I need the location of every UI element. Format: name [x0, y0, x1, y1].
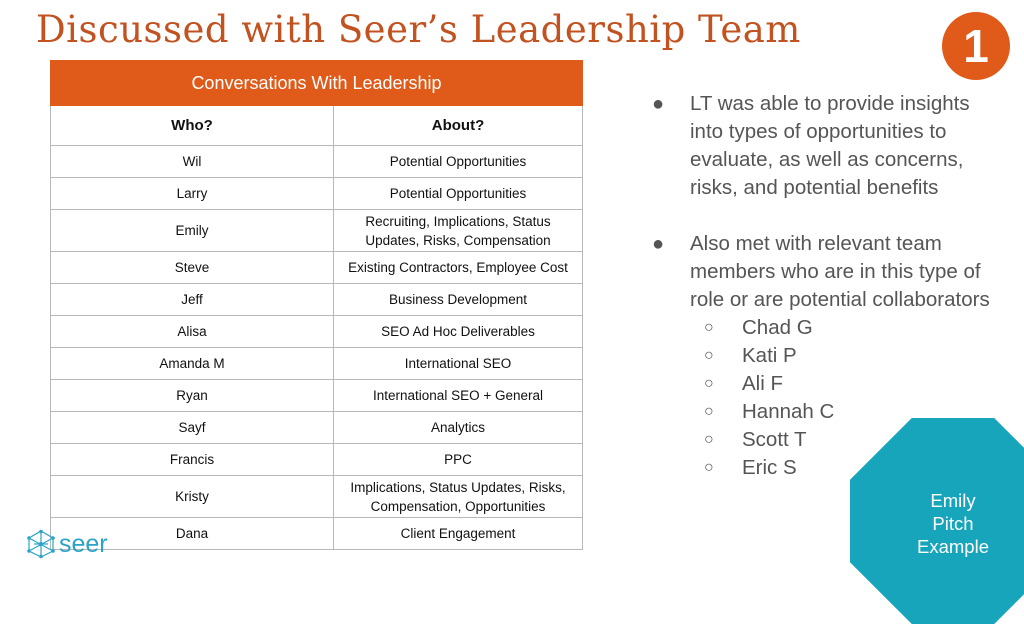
sub-bullet-item — [652, 370, 997, 398]
callout-line: Emily — [930, 490, 976, 511]
sub-bullet-text: Ali F — [742, 372, 783, 395]
who-cell: Sayf — [51, 412, 334, 444]
hollow-circle-icon: ○ — [704, 347, 714, 364]
about-cell: Potential Opportunities — [334, 146, 583, 178]
who-cell: Larry — [51, 178, 334, 210]
seer-logo — [26, 529, 108, 559]
who-cell: Amanda M — [51, 348, 334, 380]
hollow-circle-icon: ○ — [704, 431, 714, 448]
column-header-who: Who? — [51, 106, 334, 146]
who-cell: Dana — [51, 518, 334, 550]
leadership-table — [50, 60, 583, 550]
sub-bullet-text: Hannah C — [742, 400, 835, 423]
hollow-circle-icon: ○ — [704, 375, 714, 392]
table-row — [51, 518, 583, 550]
about-cell: International SEO — [334, 348, 583, 380]
sub-bullet-text: Kati P — [742, 344, 797, 367]
column-header-about: About? — [334, 106, 583, 146]
callout-line: Pitch — [932, 513, 974, 534]
sub-bullet-text: Eric S — [742, 456, 797, 479]
logo-text: seer — [59, 529, 108, 558]
table-row — [51, 348, 583, 380]
who-cell: Jeff — [51, 284, 334, 316]
about-cell: PPC — [334, 444, 583, 476]
who-cell: Kristy — [51, 476, 334, 518]
table-row — [51, 316, 583, 348]
table-row — [51, 412, 583, 444]
filled-dot-icon: ● — [652, 233, 665, 255]
sub-bullet-text: Chad G — [742, 316, 813, 339]
hollow-circle-icon: ○ — [704, 319, 714, 336]
table-row — [51, 210, 583, 252]
table-row — [51, 444, 583, 476]
who-cell: Emily — [51, 210, 334, 252]
who-cell: Alisa — [51, 316, 334, 348]
who-cell: Francis — [51, 444, 334, 476]
about-cell: Client Engagement — [334, 518, 583, 550]
table-row — [51, 178, 583, 210]
callout-text — [893, 489, 1013, 558]
sub-bullet-text: Scott T — [742, 428, 807, 451]
about-cell: Business Development — [334, 284, 583, 316]
callout-line: Example — [917, 536, 989, 557]
who-cell: Ryan — [51, 380, 334, 412]
who-cell: Steve — [51, 252, 334, 284]
table-title: Conversations With Leadership — [51, 61, 583, 106]
sub-bullet-item — [652, 342, 997, 370]
table-row — [51, 146, 583, 178]
hollow-circle-icon: ○ — [704, 403, 714, 420]
hollow-circle-icon: ○ — [704, 459, 714, 476]
table-row — [51, 380, 583, 412]
about-cell: Recruiting, Implications, Status Updates, Risks, Compensation — [334, 210, 583, 252]
sub-bullet-item — [652, 314, 997, 342]
table-row — [51, 284, 583, 316]
about-cell: Existing Contractors, Employee Cost — [334, 252, 583, 284]
about-cell: SEO Ad Hoc Deliverables — [334, 316, 583, 348]
slide-title: Discussed with Seer’s Leadership Team — [36, 8, 801, 51]
bullet-item — [652, 230, 997, 314]
network-icon — [26, 529, 56, 559]
about-cell: Implications, Status Updates, Risks, Compensation, Opportunities — [334, 476, 583, 518]
bullet-text: Also met with relevant team members who are in this type of role or are potential collaborators — [690, 232, 990, 311]
about-cell: Analytics — [334, 412, 583, 444]
bullet-text: LT was able to provide insights into types of opportunities to evaluate, as well as concerns, risks, and potential benefits — [690, 92, 970, 199]
slide-number-badge: 1 — [942, 12, 1010, 80]
about-cell: International SEO + General — [334, 380, 583, 412]
about-cell: Potential Opportunities — [334, 178, 583, 210]
filled-dot-icon: ● — [652, 93, 665, 115]
bullet-item — [652, 90, 997, 202]
table-row — [51, 476, 583, 518]
who-cell: Wil — [51, 146, 334, 178]
table-row — [51, 252, 583, 284]
